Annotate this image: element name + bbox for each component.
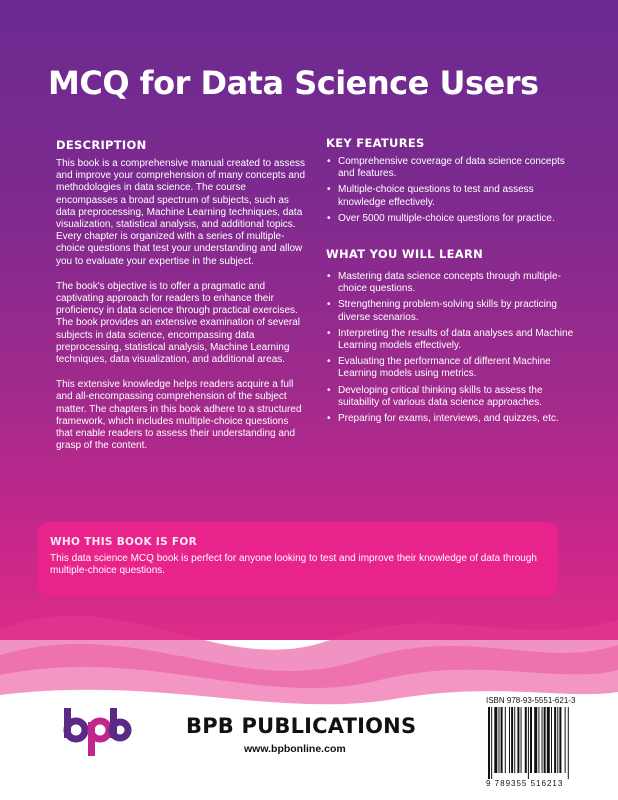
barcode-bar [538,707,539,773]
barcode-bar [551,707,552,773]
barcode-bar [554,707,556,773]
list-item [326,213,576,225]
publisher-name: BPB PUBLICATIONS [186,714,417,738]
key-features-list [326,156,576,225]
list-item-text: Strengthening problem-solving skills by practicing diverse scenarios. [338,299,557,323]
who-text: This data science MCQ book is perfect for anyone looking to test and improve their knowledge of data through multiple-choice questions. [50,553,537,576]
description-paragraph: The book's objective is to offer a pragmatic and captivating approach for readers to enhance their proficiency in data science through practical exercises. The book provides an extensive examination of several subjects in data science, encompassing data preprocessing, statistical analysis, Machine Learning techniques, data visualization, and additional areas. [56,280,301,366]
list-item [326,271,576,295]
bullet-icon: • [327,271,331,283]
barcode-bar [544,707,546,773]
description-paragraph: This extensive knowledge helps readers acquire a full and all-encompassing comprehension of the subject matter. The chapters in this book adhere to a structured framework, which includes multiple-choice questions that enable readers to assess their understanding and grasp of the content. [56,379,302,452]
list-item-text: Multiple-choice questions to test and assess knowledge effectively. [338,184,534,208]
barcode-bar [565,707,566,773]
isbn-digits: 9 789355 516213 [486,779,564,788]
publisher-website: www.bpbonline.com [244,743,346,755]
barcode-bar [557,707,558,773]
barcode-bar [525,707,527,773]
list-item [326,356,576,380]
bullet-icon: • [327,299,331,311]
list-item-text: Interpreting the results of data analyses and Machine Learning models effectively. [338,327,574,352]
description-paragraph: This book is a comprehensive manual created to assess and improve your comprehension of many concepts and methodologies in data science. The course encompasses a broad spectrum of subjects, such as data preprocessing, Machine Learning techniques, data visualization, statistical analysis, and additional topics. Every chapter is organized with a series of multiple-choice questions that test your understanding and allow you to evaluate your expertise in the subject. [56,158,306,267]
barcode-bar [528,707,529,779]
barcode-bar [547,707,550,773]
barcode-bar [499,707,500,773]
list-item-text: Evaluating the performance of different Machine Learning models using metrics. [338,356,551,380]
isbn-barcode-area [482,695,606,793]
description-section [56,138,306,465]
barcode-bar [568,707,569,779]
bullet-icon: • [327,156,331,167]
key-features-heading: KEY FEATURES [326,136,425,150]
bullet-icon: • [327,413,331,425]
list-item-text: Developing critical thinking skills to assess the suitability of various data science approaches. [338,384,543,408]
list-item [326,184,576,208]
bullet-icon: • [327,212,331,224]
learn-heading: WHAT YOU WILL LEARN [326,247,484,262]
bullet-icon: • [327,356,331,368]
bpb-logo-icon [62,706,132,758]
list-item-text: Over 5000 multiple-choice questions for practice. [338,212,555,224]
description-heading: DESCRIPTION [56,138,147,152]
barcode-bar [521,707,522,773]
list-item [326,385,576,409]
bullet-icon: • [327,184,331,196]
list-item [326,328,576,352]
list-item [326,156,576,180]
barcode-bar [505,707,506,773]
isbn-label: ISBN 978-93-5551-621-3 [486,696,576,705]
who-this-book-is-for-box [38,522,558,596]
barcode-bar [559,707,561,773]
barcode-bar [509,707,510,773]
barcode-bar [517,707,519,773]
barcode-bar [501,707,503,773]
barcode-bar [530,707,532,773]
who-heading: WHO THIS BOOK IS FOR [50,536,197,548]
list-item-text: Mastering data science concepts through multiple-choice questions. [338,271,561,295]
list-item [326,413,576,425]
bullet-icon: • [327,384,331,396]
barcode-bar [511,707,513,773]
bullet-icon: • [327,327,331,339]
barcode-bar [491,707,492,779]
list-item [326,299,576,323]
barcode-bar [534,707,537,773]
features-column [326,136,576,429]
barcode-bar [488,707,490,779]
book-title: MCQ for Data Science Users [48,64,539,102]
barcode-icon [486,707,602,779]
barcode-bar [542,707,543,773]
barcode-bar [494,707,497,773]
learn-list [326,271,576,425]
list-item-text: Preparing for exams, interviews, and quizzes, etc. [338,413,559,425]
barcode-bar [514,707,515,773]
list-item-text: Comprehensive coverage of data science concepts and features. [338,156,565,180]
